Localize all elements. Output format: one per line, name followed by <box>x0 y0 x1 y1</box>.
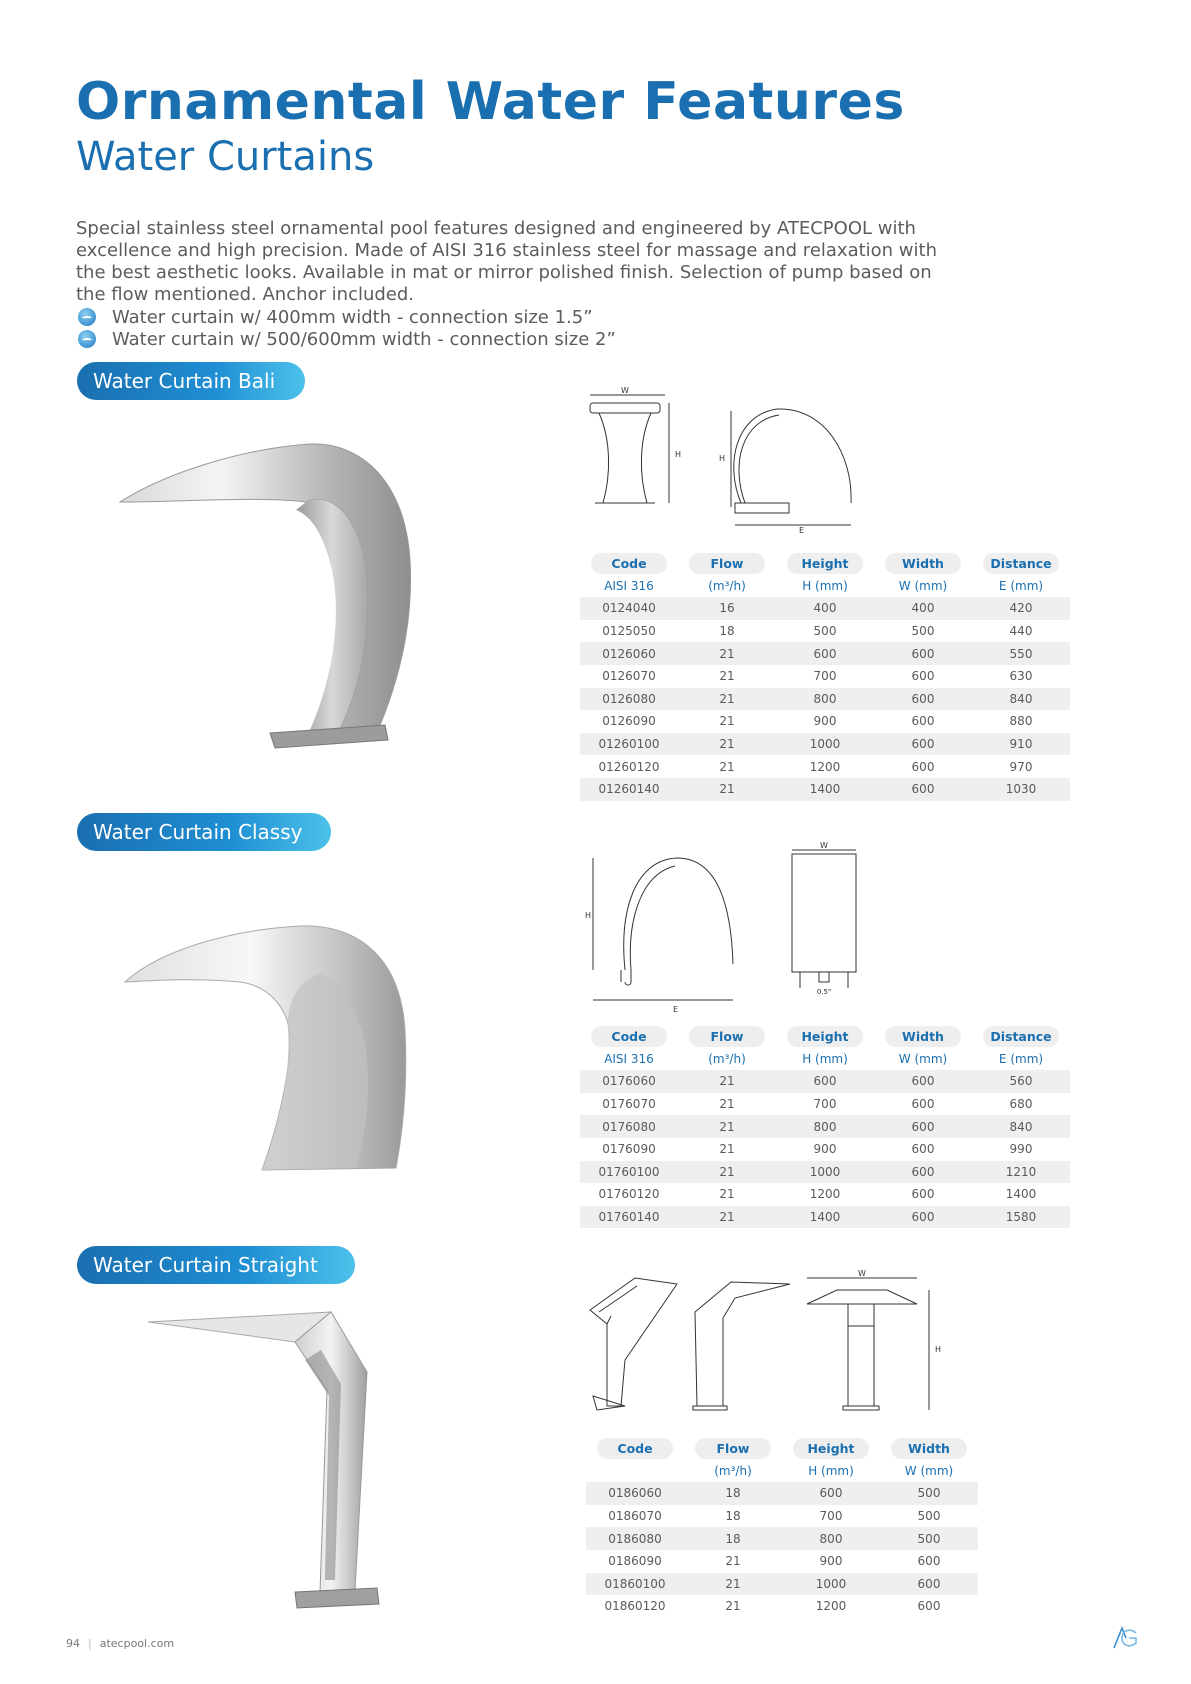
table-cell: 21 <box>678 1161 776 1184</box>
table-cell: 0125050 <box>602 624 656 639</box>
table-cell: 880 <box>1009 714 1033 729</box>
section-title-classy: Water Curtain Classy <box>77 813 331 851</box>
unit-cell: (m³/h) <box>714 1463 752 1478</box>
table-cell: 01760120 <box>598 1187 660 1202</box>
table-cell: 440 <box>1009 624 1033 639</box>
section-title-bali: Water Curtain Bali <box>77 362 305 400</box>
column-header: Code <box>580 552 678 575</box>
table-cell: 0176090 <box>602 1142 656 1157</box>
column-header: Distance <box>972 552 1070 575</box>
unit-cell: H (mm) <box>802 578 848 593</box>
table-cell: 21 <box>725 1554 741 1569</box>
unit-cell <box>586 1460 684 1483</box>
table-row <box>580 778 1070 801</box>
table-cell: 600 <box>874 1115 972 1138</box>
table-row <box>580 597 1070 620</box>
table-cell: 1400 <box>776 778 874 801</box>
straight-product-photo <box>145 1300 395 1630</box>
unit-cell: AISI 316 <box>604 1051 654 1066</box>
unit-cell: (m³/h) <box>708 1051 746 1066</box>
table-cell: 840 <box>972 1115 1070 1138</box>
table-header-row <box>586 1437 978 1460</box>
unit-cell: (m³/h) <box>708 578 746 593</box>
table-cell: 21 <box>719 1142 735 1157</box>
bali-label-h1: H <box>675 450 682 459</box>
table-cell: 21 <box>678 642 776 665</box>
table-cell: 0186090 <box>608 1554 662 1569</box>
table-cell: 21 <box>719 759 735 774</box>
table-cell: 21 <box>678 733 776 756</box>
column-header: Flow <box>684 1437 782 1460</box>
table-cell: 600 <box>782 1482 880 1505</box>
table-cell: 1200 <box>809 1187 841 1202</box>
bullet-text: Water curtain w/ 500/600mm width - connection size 2” <box>112 328 616 350</box>
classy-label-conn: 0.5" <box>816 988 832 996</box>
unit-cell: E (mm) <box>998 1051 1044 1066</box>
table-cell: 21 <box>678 688 776 711</box>
bali-spec-body <box>580 552 1070 801</box>
table-cell: 600 <box>874 688 972 711</box>
table-cell: 01760140 <box>580 1206 678 1229</box>
unit-cell: W (mm) <box>898 1051 948 1066</box>
table-cell: 900 <box>819 1554 843 1569</box>
table-cell: 600 <box>874 733 972 756</box>
classy-product-photo <box>120 920 420 1180</box>
table-cell: 630 <box>1009 669 1033 684</box>
table-cell: 18 <box>719 624 735 639</box>
unit-cell: W (mm) <box>898 578 948 593</box>
table-cell: 1210 <box>972 1161 1070 1184</box>
table-row <box>580 688 1070 711</box>
table-cell: 1000 <box>776 733 874 756</box>
section-title-straight: Water Curtain Straight <box>77 1246 355 1284</box>
table-cell: 0124040 <box>580 597 678 620</box>
table-cell: 21 <box>719 669 735 684</box>
table-cell: 600 <box>776 642 874 665</box>
page-number: 94 <box>66 1637 80 1650</box>
table-cell: 900 <box>813 714 837 729</box>
table-cell: 600 <box>911 669 935 684</box>
table-cell: 800 <box>782 1527 880 1550</box>
unit-cell: W (mm) <box>904 1463 954 1478</box>
table-cell: 600 <box>911 1187 935 1202</box>
unit-cell: AISI 316 <box>604 578 654 593</box>
column-header: Code <box>580 1025 678 1048</box>
table-cell: 600 <box>880 1573 978 1596</box>
table-row <box>586 1527 978 1550</box>
table-cell: 800 <box>776 1115 874 1138</box>
bullet-item <box>78 328 616 350</box>
bullet-list <box>78 306 616 350</box>
table-row <box>586 1550 978 1573</box>
table-cell: 1400 <box>776 1206 874 1229</box>
bali-spec-table <box>580 552 1070 801</box>
classy-spec-body <box>580 1025 1070 1228</box>
table-cell: 910 <box>972 733 1070 756</box>
bullet-text: Water curtain w/ 400mm width - connection size 1.5” <box>112 306 593 328</box>
classy-technical-drawing <box>585 840 875 1015</box>
table-cell: 21 <box>678 778 776 801</box>
bali-label-e: E <box>799 526 805 535</box>
table-row <box>580 710 1070 733</box>
table-row <box>580 1093 1070 1116</box>
table-cell: 1200 <box>815 1599 847 1614</box>
table-row <box>586 1595 978 1618</box>
column-header: Distance <box>972 1025 1070 1048</box>
bali-product-photo <box>110 440 430 770</box>
table-cell: 0176060 <box>580 1070 678 1093</box>
water-drop-icon <box>78 308 96 326</box>
table-cell: 600 <box>874 1070 972 1093</box>
straight-spec-body <box>586 1437 978 1618</box>
column-header: Height <box>776 552 874 575</box>
table-cell: 560 <box>972 1070 1070 1093</box>
table-cell: 970 <box>1009 759 1033 774</box>
table-cell: 700 <box>813 1097 837 1112</box>
table-cell: 18 <box>684 1527 782 1550</box>
table-cell: 1400 <box>1005 1187 1037 1202</box>
table-cell: 1000 <box>782 1573 880 1596</box>
straight-spec-table <box>586 1437 978 1618</box>
table-cell: 01860120 <box>604 1599 666 1614</box>
table-cell: 0126080 <box>580 688 678 711</box>
table-cell: 600 <box>874 778 972 801</box>
table-row <box>580 755 1070 778</box>
table-cell: 400 <box>776 597 874 620</box>
table-cell: 0126070 <box>602 669 656 684</box>
table-cell: 500 <box>880 1482 978 1505</box>
table-cell: 0126060 <box>580 642 678 665</box>
table-cell: 1580 <box>972 1206 1070 1229</box>
table-cell: 1200 <box>809 759 841 774</box>
table-cell: 600 <box>911 1097 935 1112</box>
table-units-row <box>586 1460 978 1483</box>
table-cell: 18 <box>725 1509 741 1524</box>
table-cell: 01760100 <box>580 1161 678 1184</box>
unit-cell: E (mm) <box>998 578 1044 593</box>
table-cell: 1030 <box>972 778 1070 801</box>
table-cell: 600 <box>911 714 935 729</box>
classy-label-w: W <box>820 841 828 850</box>
classy-label-h: H <box>585 911 592 920</box>
table-cell: 400 <box>874 597 972 620</box>
table-cell: 21 <box>678 1206 776 1229</box>
table-cell: 21 <box>719 1097 735 1112</box>
page-footer: 94 | atecpool.com <box>66 1637 175 1650</box>
table-header-row <box>580 1025 1070 1048</box>
table-cell: 600 <box>874 1161 972 1184</box>
table-cell: 18 <box>684 1482 782 1505</box>
table-cell: 600 <box>911 1142 935 1157</box>
table-cell: 1000 <box>776 1161 874 1184</box>
atecpool-logo-icon <box>1110 1624 1138 1650</box>
table-row <box>580 1138 1070 1161</box>
table-cell: 21 <box>719 714 735 729</box>
straight-label-h: H <box>935 1345 942 1354</box>
column-header: Width <box>874 1025 972 1048</box>
table-row <box>580 1161 1070 1184</box>
bali-label-w: W <box>621 386 629 395</box>
table-units-row <box>580 575 1070 598</box>
table-cell: 700 <box>819 1509 843 1524</box>
table-cell: 0126090 <box>602 714 656 729</box>
table-cell: 0186070 <box>608 1509 662 1524</box>
table-cell: 600 <box>874 1206 972 1229</box>
bullet-item <box>78 306 616 328</box>
table-row <box>580 642 1070 665</box>
classy-spec-table <box>580 1025 1070 1228</box>
table-row <box>580 1070 1070 1093</box>
table-row <box>580 665 1070 688</box>
water-drop-icon <box>78 330 96 348</box>
table-row <box>580 1115 1070 1138</box>
table-row <box>586 1573 978 1596</box>
table-cell: 0186060 <box>586 1482 684 1505</box>
column-header: Width <box>874 552 972 575</box>
website-link[interactable]: atecpool.com <box>99 1637 175 1650</box>
column-header: Flow <box>678 552 776 575</box>
bali-label-h2: H <box>719 454 726 463</box>
table-cell: 700 <box>813 669 837 684</box>
page-subtitle: Water Curtains <box>76 134 375 180</box>
table-cell: 01260120 <box>598 759 660 774</box>
table-units-row <box>580 1048 1070 1071</box>
table-cell: 01260100 <box>580 733 678 756</box>
table-cell: 800 <box>776 688 874 711</box>
table-cell: 01260140 <box>580 778 678 801</box>
column-header: Width <box>880 1437 978 1460</box>
table-cell: 500 <box>813 624 837 639</box>
table-cell: 21 <box>719 1187 735 1202</box>
table-cell: 21 <box>684 1573 782 1596</box>
column-header: Code <box>586 1437 684 1460</box>
intro-paragraph: Special stainless steel ornamental pool features designed and engineered by ATECPOOL with excellence and high precision. Made of AISI 316 stainless steel for massage and relaxation with the best aesthetic looks. Available in mat or mirror polished finish. Selection of pump based on the flow mentioned. Anchor included. <box>76 218 937 305</box>
table-cell: 600 <box>776 1070 874 1093</box>
unit-cell: H (mm) <box>802 1051 848 1066</box>
table-cell: 420 <box>972 597 1070 620</box>
straight-label-w: W <box>858 1270 866 1278</box>
table-row <box>580 620 1070 643</box>
table-cell: 01860100 <box>586 1573 684 1596</box>
table-cell: 600 <box>917 1554 941 1569</box>
column-header: Height <box>782 1437 880 1460</box>
table-cell: 500 <box>917 1509 941 1524</box>
table-header-row <box>580 552 1070 575</box>
column-header: Flow <box>678 1025 776 1048</box>
table-cell: 500 <box>911 624 935 639</box>
bali-technical-drawing <box>585 385 885 535</box>
table-cell: 0176070 <box>602 1097 656 1112</box>
table-cell: 21 <box>678 1070 776 1093</box>
table-cell: 16 <box>678 597 776 620</box>
table-cell: 0176080 <box>580 1115 678 1138</box>
table-row <box>586 1505 978 1528</box>
classy-label-e: E <box>673 1005 679 1014</box>
table-cell: 550 <box>972 642 1070 665</box>
table-cell: 500 <box>880 1527 978 1550</box>
table-cell: 21 <box>725 1599 741 1614</box>
table-cell: 600 <box>917 1599 941 1614</box>
table-cell: 0186080 <box>586 1527 684 1550</box>
straight-technical-drawing <box>585 1270 945 1420</box>
table-row <box>580 1206 1070 1229</box>
page-title: Ornamental Water Features <box>76 72 905 132</box>
column-header: Height <box>776 1025 874 1048</box>
table-cell: 680 <box>1009 1097 1033 1112</box>
table-row <box>580 733 1070 756</box>
table-cell: 840 <box>972 688 1070 711</box>
table-row <box>580 1183 1070 1206</box>
unit-cell: H (mm) <box>808 1463 854 1478</box>
table-cell: 900 <box>813 1142 837 1157</box>
table-cell: 600 <box>874 642 972 665</box>
table-row <box>586 1482 978 1505</box>
table-cell: 990 <box>1009 1142 1033 1157</box>
table-cell: 21 <box>678 1115 776 1138</box>
table-cell: 600 <box>911 759 935 774</box>
